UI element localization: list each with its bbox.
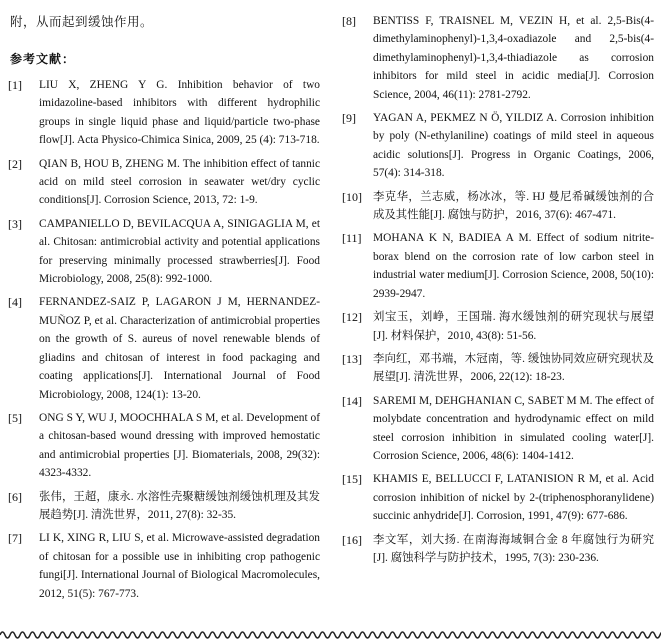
reference-item — [8, 215, 320, 289]
reference-number: [12] — [342, 310, 362, 325]
reference-number: [11] — [342, 231, 362, 246]
intro-text: 附，从而起到缓蚀作用。 — [10, 14, 154, 29]
reference-item — [342, 350, 654, 387]
reference-text: 张伟，王超，康永. 水溶性壳聚糖缓蚀剂缓蚀机理及其发展趋势[J]. 清洗世界，2011, 27(8): 32-35. — [39, 490, 320, 521]
reference-text: 李克华，兰志威，杨冰冰，等. HJ 曼尼希碱缓蚀剂的合成及其性能[J]. 腐蚀与防护，2016, 37(6): 467-471. — [373, 190, 654, 222]
reference-text: 李向红，邓书端，木冠南，等. 缓蚀协同效应研究现状及展望[J]. 清洗世界，2006, 22(12): 18-23. — [373, 352, 654, 384]
reference-text: MOHANA K N, BADIEA A M. Effect of sodium nitrite-borax blend on the corrosion rate of low carbon steel in industrial water medium[J]. Corrosion Science, 2008, 50(10): 2939-2947. — [373, 232, 654, 300]
reference-number: [3] — [8, 216, 22, 231]
reference-item — [342, 470, 654, 525]
reference-text: FERNANDEZ-SAIZ P, LAGARON J M, HERNANDEZ-MUÑOZ P, et al. Characterization of antimicrobial properties on the growth of S. aureus of novel renewable blends of gliadins and chitosan of interest in food packaging and coating applications[J]. International Journal of Food Microbiology, 2008, 124(1): 13-20. — [39, 296, 320, 401]
reference-number: [7] — [8, 531, 22, 546]
reference-number: [15] — [342, 472, 362, 487]
reference-number: [14] — [342, 393, 362, 408]
reference-text: QIAN B, HOU B, ZHENG M. The inhibition effect of tannic acid on mild steel corrosion in seawater wet/dry cyclic conditions[J]. Corrosion Science, 2013, 72: 1-9. — [39, 157, 320, 207]
reference-text: CAMPANIELLO D, BEVILACQUA A, SINIGAGLIA M, et al. Chitosan: antimicrobial activity and potential applications for preserving minimally processed strawberries[J]. Food Microbiology, 2008, 25(8): 992-1000. — [39, 217, 320, 286]
reference-text: 李文军，刘大扬. 在南海海域铜合金 8 年腐蚀行为研究[J]. 腐蚀科学与防护技术，1995, 7(3): 230-236. — [373, 533, 654, 564]
reference-number: [6] — [8, 489, 22, 504]
reference-item — [8, 488, 320, 525]
reference-number: [13] — [342, 351, 362, 366]
decorative-wave-border — [0, 628, 661, 642]
reference-item — [8, 293, 320, 403]
reference-text: LIU X, ZHENG Y G. Inhibition behavior of two imidazoline-based inhibitors with different hydrophilic groups in single liquid phase and liquid/particle two-phase flow[J]. Acta Physico-Chimica Sinica, 2009, 25 (4): 713-718. — [39, 79, 320, 147]
references-left-column — [8, 76, 320, 608]
reference-item — [342, 109, 654, 183]
references-right-column — [342, 12, 654, 572]
reference-number: [8] — [342, 14, 356, 28]
reference-number: [9] — [342, 111, 356, 126]
reference-item — [342, 188, 654, 225]
reference-item — [342, 12, 654, 104]
reference-number: [1] — [8, 78, 22, 92]
reference-item — [8, 155, 320, 210]
reference-number: [4] — [8, 295, 22, 310]
reference-text: 刘宝玉，刘峥，王国瑞. 海水缓蚀剂的研究现状与展望[J]. 材料保护，2010, 43(8): 51-56. — [373, 311, 654, 342]
references-heading: 参考文献： — [10, 52, 76, 66]
reference-text: ONG S Y, WU J, MOOCHHALA S M, et al. Development of a chitosan-based wound dressing with improved hemostatic and antimicrobial properties [J]. Biomaterials, 2008, 29(32): 4323-4332. — [39, 411, 320, 480]
reference-item — [8, 76, 320, 150]
reference-item — [8, 529, 320, 603]
reference-number: [16] — [342, 532, 362, 547]
reference-item — [342, 308, 654, 345]
reference-text: LI K, XING R, LIU S, et al. Microwave-assisted degradation of chitosan for a possible use in inhibiting crop pathogenic fungi[J]. International Journal of Biological Macromolecules, 2012, 51(5): 767-773. — [39, 532, 320, 600]
reference-item — [342, 392, 654, 466]
reference-number: [10] — [342, 189, 362, 204]
reference-text: BENTISS F, TRAISNEL M, VEZIN H, et al. 2,5-Bis(4-dimethylaminophenyl)-1,3,4-oxadiazole and 2,5-bis(4-dimethylaminophenyl)-1,3,4-thiadiazole as corrosion inhibitors for mild steel in acidic media[J]. Corrosion Science, 2004, 46(11): 2781-2792. — [373, 15, 654, 101]
reference-text: KHAMIS E, BELLUCCI F, LATANISION R M, et al. Acid corrosion inhibition of nickel by 2-(triphenosphoranylidene) succinic anhydride[J]. Corrosion, 1991, 47(9): 677-686. — [373, 473, 654, 523]
reference-item — [342, 229, 654, 303]
reference-item — [8, 409, 320, 483]
reference-number: [2] — [8, 156, 22, 171]
reference-text: YAGAN A, PEKMEZ N Ö, YILDIZ A. Corrosion inhibition by poly (N-ethylaniline) coatings of mild steel in aqueous acidic solutions[J]. Progress in Organic Coatings, 2006, 57(4): 314-318. — [373, 112, 654, 180]
reference-item — [342, 531, 654, 568]
reference-number: [5] — [8, 410, 22, 425]
reference-text: SAREMI M, DEHGHANIAN C, SABET M M. The effect of molybdate concentration and hydrodynamic effect on mild steel corrosion inhibition in simulated cooling water[J]. Corrosion Science, 2006, 48(6): 1404-1412. — [373, 394, 654, 462]
